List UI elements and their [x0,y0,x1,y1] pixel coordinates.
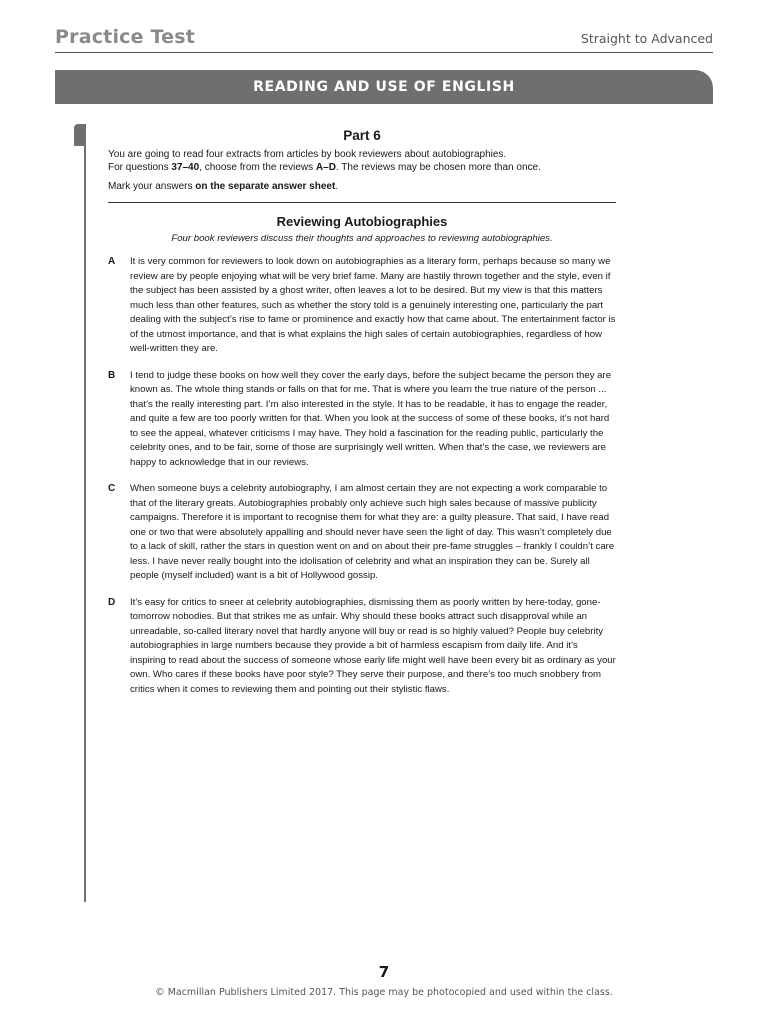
review-letter: D [108,596,116,608]
instruction-line-2 [108,161,616,174]
review-letter: B [108,369,116,381]
review-c [108,482,616,584]
instruction-line-3 [108,180,616,193]
page-content [108,128,616,709]
article-subtitle: Four book reviewers discuss their thoughts and approaches to reviewing autobiographies. [171,233,553,244]
copyright-notice: © Macmillan Publishers Limited 2017. This page may be photocopied and used within the class. [155,987,613,998]
section-banner [55,70,713,104]
review-a [108,255,616,357]
article-title: Reviewing Autobiographies [276,214,448,229]
instruction-2-post: . The reviews may be chosen more than once. [335,162,541,173]
review-text: When someone buys a celebrity autobiography, I am almost certain they are not expecting a work comparable to that of the literary greats. Autobiographies probably only achieve such high sales because of massive publicity campaigns. Therefore it is important to recognise them for what they are: a guilty pleasure. That said, I have read one or two that were absolutely appalling and should never have seen the light of day. This wasn’t completely due to a lack of skill, rather the stars in question went on and on about their pre-fame struggles – frankly I couldn’t care less. I have never really bought into the idolisation of celebrity and what an inspiration they can be. Surely all people (myself included) want is a bit of Hollywood gossip. [130,483,615,581]
instruction-2-mid: , choose from the reviews [199,162,316,173]
review-letter: A [108,256,116,267]
review-text: It is very common for reviewers to look down on autobiographies as a literary form, perhaps because so many we review are by people enjoying what will be very brief fame. Many are hastily thrown together and the style, even if the subject has been assisted by a ghost writer, often leaves a lot to be desired. But my view is that this matters much less than other features, such as whether the story told is a genuinely interesting one, particularly the part dealing with the subject’s rise to fame or prominence and exactly how that came about. The entertainment factor is of the utmost importance, and that is what explains the high sales of certain autobiographies, regardless of how well-written they are. [130,256,616,354]
review-range: A–D [315,162,336,173]
instruction-2-pre: For questions [108,162,172,173]
question-range: 37–40 [171,162,200,173]
header-title: Practice Test [55,26,196,48]
review-text: I tend to judge these books on how well they cover the early days, before the subject became the person they are known as. The whole thing stands or falls on that for me. That is where you learn the true nature of the person ... that’s the really interesting part. I’m also interested in the style. It has to be readable, it has to engage the reader, and quite a few are too poorly written for that. When you look at the success of some of these books, it’s not hard to see the appeal, whatever criticisms I may have. They hold a fascination for the reading public, particularly the celebrity ones, and to be fair, some of those are surprisingly well written. When that’s the case, we reviewers are happy to acknowledge that in our reviews. [130,369,612,468]
review-text: It’s easy for critics to sneer at celebrity autobiographies, dismissing them as poorly written by here-today, gone-tomorrow nobodies. But that strikes me as unfair. Why should these books attract such disapproval while an unreadable, so-called literary novel that hardly anyone will buy or read is so highly valued? People buy celebrity autobiographies in large numbers because they provide a bit of harmless escapism from daily life. And it’s inspiring to read about the success of someone whose early life might well have been every bit as ordinary as your own. Who cares if these books have poor style? They serve their purpose, and there’s too much snobbery from critics when it comes to reviewing them and pointing out their stylistic flaws. [130,596,616,695]
header-divider [55,52,713,53]
section-banner-label: READING AND USE OF ENGLISH [253,79,515,95]
instruction-3-pre: Mark your answers [108,181,196,192]
review-b [108,369,616,471]
answer-sheet-note: on the separate answer sheet [195,181,336,192]
page-number: 7 [378,963,390,981]
side-margin-line [84,124,86,902]
header-book-title: Straight to Advanced [580,31,713,46]
instruction-3-post: . [335,181,339,192]
review-d [108,596,616,698]
review-letter: C [108,483,116,494]
instructions-divider [108,202,616,203]
instruction-line-1: You are going to read four extracts from articles by book reviewers about autobiographies. [108,149,507,160]
part-title: Part 6 [343,128,381,143]
